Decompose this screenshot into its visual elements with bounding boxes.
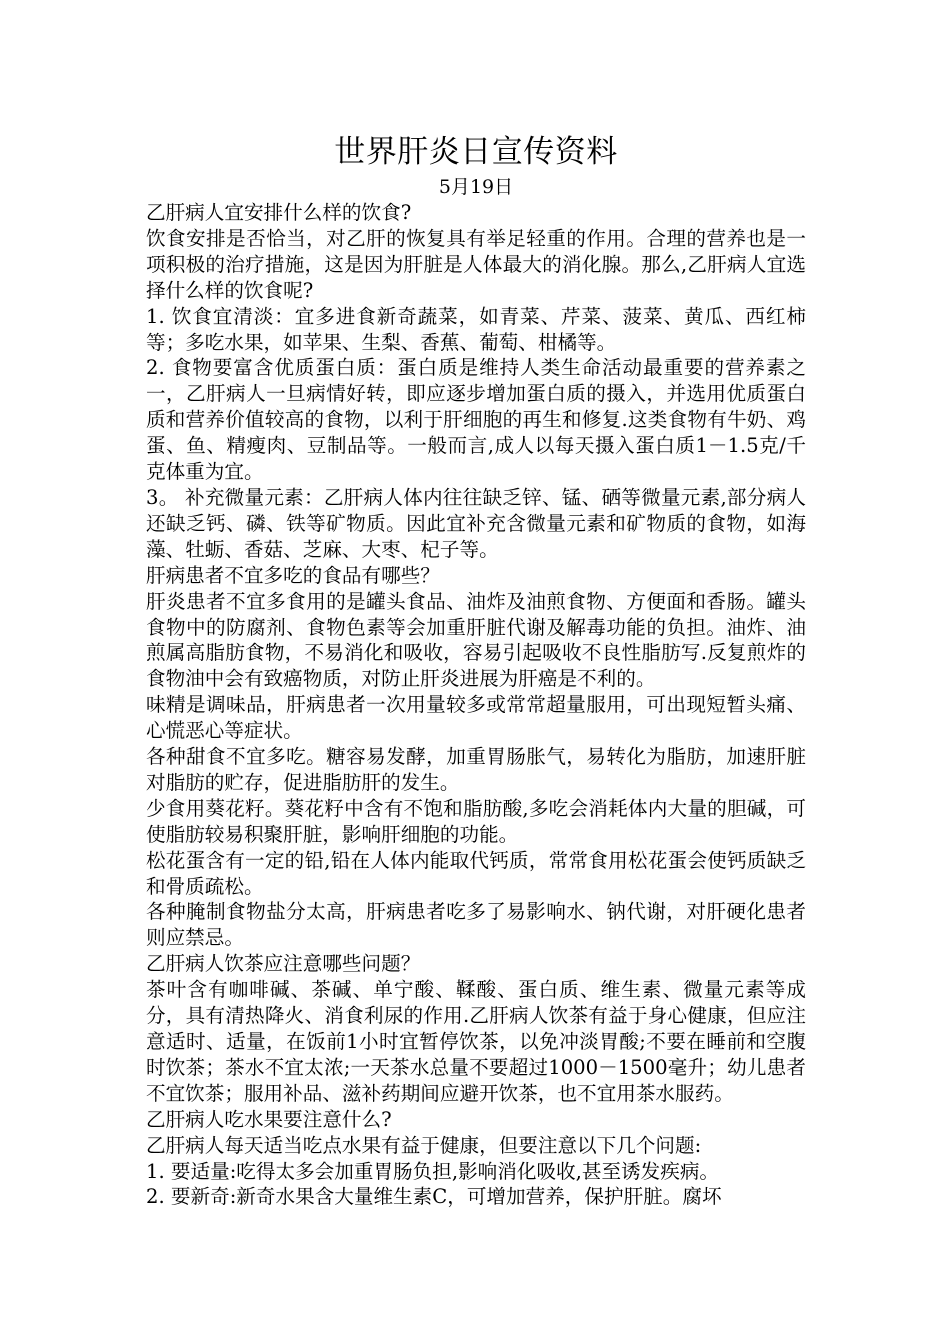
- paragraph-3: 1. 饮食宜清淡：宜多进食新奇蔬菜，如青菜、芹菜、菠菜、黄瓜、西红柿等；多吃水果，如苹果、生梨、香蕉、葡萄、柑橘等。: [146, 304, 806, 354]
- paragraph-4: 2. 食物要富含优质蛋白质：蛋白质是维持人类生命活动最重要的营养素之一，乙肝病人一旦病情好转，即应逐步增加蛋白质的摄入，并选用优质蛋白质和营养价值较高的食物，以利于肝细胞的再生和修复.这类食物有牛奶、鸡蛋、鱼、精瘦肉、豆制品等。一般而言,成人以每天摄入蛋白质1－1.5克/千克体重为宜。: [146, 356, 806, 484]
- document-title: 世界肝炎日宣传资料: [334, 134, 618, 170]
- paragraph-2: 饮食安排是否恰当，对乙肝的恢复具有举足轻重的作用。合理的营养也是一项积极的治疗措施，这是因为肝脏是人体最大的消化腺。那么,乙肝病人宜选择什么样的饮食呢?: [146, 226, 806, 302]
- paragraph-16: 乙肝病人每天适当吃点水果有益于健康，但要注意以下几个问题:: [146, 1133, 702, 1157]
- paragraph-15: 乙肝病人吃水果要注意什么?: [146, 1107, 392, 1131]
- document-page: [146, 132, 806, 1210]
- paragraph-11: 松花蛋含有一定的铅,铅在人体内能取代钙质，常常食用松花蛋会使钙质缺乏和骨质疏松。: [146, 848, 806, 898]
- paragraph-10: 少食用葵花籽。葵花籽中含有不饱和脂肪酸,多吃会消耗体内大量的胆碱，可使脂肪较易积聚肝脏，影响肝细胞的功能。: [146, 796, 806, 846]
- paragraph-7: 肝炎患者不宜多食用的是罐头食品、油炸及油煎食物、方便面和香肠。罐头食物中的防腐剂、食物色素等会加重肝脏代谢及解毒功能的负担。油炸、油煎属高脂肪食物，不易消化和吸收，容易引起吸收不良性脂肪写.反复煎炸的食物油中会有致癌物质，对防止肝炎进展为肝癌是不利的。: [146, 589, 806, 691]
- paragraph-14: 茶叶含有咖啡碱、茶碱、单宁酸、鞣酸、蛋白质、维生素、微量元素等成分，具有清热降火、消食利尿的作用.乙肝病人饮茶有益于身心健康，但应注意适时、适量，在饭前1小时宜暂停饮茶，以免冲淡胃酸;不要在睡前和空腹时饮茶；茶水不宜太浓;一天茶水总量不要超过1000－1500毫升；幼儿患者不宜饮茶；服用补品、滋补药期间应避开饮茶，也不宜用茶水服药。: [146, 978, 806, 1105]
- paragraph-18: 2. 要新奇:新奇水果含大量维生素C，可增加营养，保护肝脏。腐坏: [146, 1185, 722, 1209]
- document-date: 5月19日: [438, 176, 514, 198]
- paragraph-9: 各种甜食不宜多吃。糖容易发酵，加重胃肠胀气，易转化为脂肪，加速肝脏对脂肪的贮存，促进脂肪肝的发生。: [146, 745, 806, 794]
- paragraph-17: 1. 要适量:吃得太多会加重胃肠负担,影响消化吸收,甚至诱发疾病。: [146, 1159, 720, 1183]
- paragraph-13: 乙肝病人饮茶应注意哪些问题？: [146, 952, 421, 976]
- paragraph-6: 肝病患者不宜多吃的食品有哪些？: [146, 563, 440, 587]
- document-body: [146, 200, 806, 1210]
- paragraph-1: 乙肝病人宜安排什么样的饮食?: [146, 201, 412, 224]
- paragraph-12: 各种腌制食物盐分太高，肝病患者吃多了易影响水、钠代谢，对肝硬化患者则应禁忌。: [146, 900, 806, 950]
- paragraph-8: 味精是调味品，肝病患者一次用量较多或常常超量服用，可出现短暂头痛、心慌恶心等症状。: [146, 693, 806, 743]
- paragraph-5: 3。 补充微量元素：乙肝病人体内往往缺乏锌、锰、硒等微量元素,部分病人还缺乏钙、磷、铁等矿物质。因此宜补充含微量元素和矿物质的食物，如海藻、牡蛎、香菇、芝麻、大枣、杞子等。: [146, 485, 806, 561]
